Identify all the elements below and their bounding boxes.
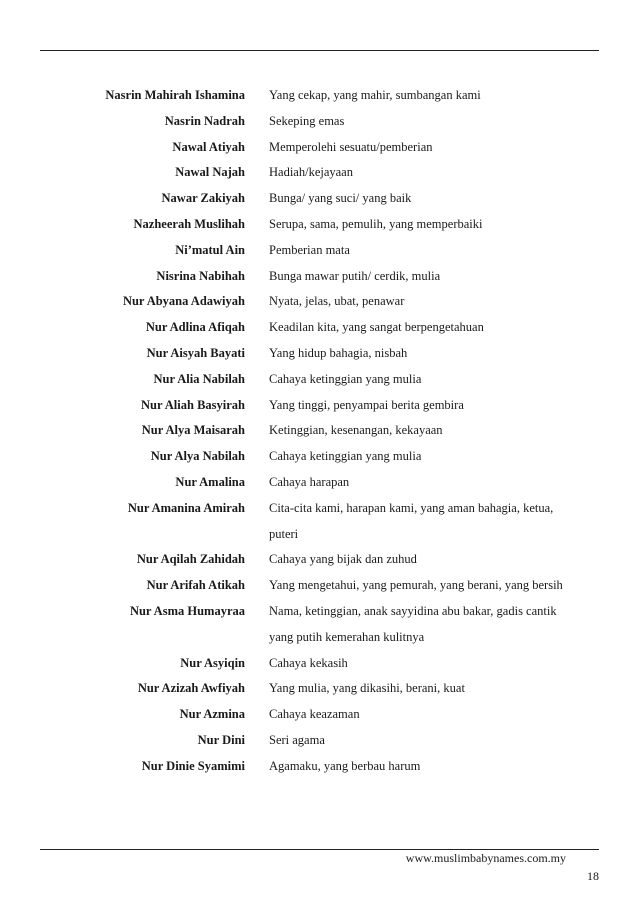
entry-name: Nawar Zakiyah [161, 191, 245, 206]
name-entry-row [0, 186, 638, 212]
entry-meaning: Ketinggian, kesenangan, kekayaan [269, 423, 443, 438]
name-meaning-list [0, 83, 638, 780]
entry-name: Nur Aqilah Zahidah [136, 552, 245, 567]
entry-meaning: Pemberian mata [269, 242, 350, 257]
name-entry-row [0, 676, 638, 702]
entry-name: Nur Azizah Awfiyah [137, 681, 245, 696]
entry-name: Nur Abyana Adawiyah [122, 294, 245, 309]
name-entry-row [0, 547, 638, 573]
name-entry-row [0, 367, 638, 393]
entry-meaning: Yang hidup bahagia, nisbah [269, 345, 408, 360]
entry-meaning: Hadiah/kejayaan [269, 165, 353, 180]
entry-meaning: Nyata, jelas, ubat, penawar [269, 294, 405, 309]
bottom-rule [40, 849, 599, 850]
entry-meaning: Bunga mawar putih/ cerdik, mulia [269, 268, 441, 283]
entry-meaning: Yang mulia, yang dikasihi, berani, kuat [269, 681, 465, 696]
entry-name: Nur Adlina Afiqah [145, 320, 245, 335]
entry-name: Nasrin Nadrah [164, 113, 245, 128]
entry-name: Ni’matul Ain [175, 242, 245, 257]
entry-meaning: Serupa, sama, pemulih, yang memperbaiki [269, 216, 483, 231]
entry-meaning: Nama, ketinggian, anak sayyidina abu bakar, gadis cantik yang putih kemerahan kulitnya [269, 603, 557, 644]
entry-meaning: Bunga/ yang suci/ yang baik [269, 191, 412, 206]
entry-meaning: Cita-cita kami, harapan kami, yang aman bahagia, ketua, puteri [269, 500, 554, 541]
top-rule [40, 50, 599, 51]
entry-name: Nawal Najah [175, 165, 245, 180]
entry-name: Nisrina Nabihah [156, 268, 245, 283]
name-entry-row [0, 444, 638, 470]
entry-meaning: Cahaya harapan [269, 474, 350, 489]
entry-name: Nazheerah Muslihah [133, 216, 245, 231]
entry-meaning: Sekeping emas [269, 113, 345, 128]
name-entry-row [0, 754, 638, 780]
name-entry-row [0, 264, 638, 290]
entry-meaning: Yang mengetahui, yang pemurah, yang berani, yang bersih [269, 578, 563, 593]
name-entry-row [0, 289, 638, 315]
entry-meaning: Seri agama [269, 732, 325, 747]
name-entry-row [0, 109, 638, 135]
entry-meaning: Yang cekap, yang mahir, sumbangan kami [269, 88, 481, 102]
name-entry-row [0, 83, 638, 109]
entry-name: Nur Arifah Atikah [146, 578, 245, 593]
entry-name: Nur Asma Humayraa [129, 603, 245, 618]
name-entry-row [0, 160, 638, 186]
entry-meaning: Cahaya keazaman [269, 707, 360, 722]
name-entry-row [0, 702, 638, 728]
entry-name: Nur Alya Nabilah [150, 449, 245, 464]
name-entry-row [0, 418, 638, 444]
name-entry-row [0, 212, 638, 238]
entry-name: Nur Aisyah Bayati [146, 345, 245, 360]
entry-name: Nur Alia Nabilah [153, 371, 245, 386]
entry-meaning: Cahaya kekasih [269, 655, 348, 670]
entry-meaning: Cahaya ketinggian yang mulia [269, 449, 422, 464]
entry-meaning: Cahaya ketinggian yang mulia [269, 371, 422, 386]
name-entry-row [0, 728, 638, 754]
entry-name: Nawal Atiyah [172, 139, 245, 154]
entry-name: Nur Dini [197, 732, 245, 747]
name-entry-row [0, 135, 638, 161]
name-entry-row [0, 573, 638, 599]
name-entry-row [0, 238, 638, 264]
entry-name: Nur Amanina Amirah [127, 500, 245, 515]
name-entry-row [0, 496, 638, 548]
entry-meaning: Memperolehi sesuatu/pemberian [269, 139, 433, 154]
entry-name: Nur Azmina [179, 707, 245, 722]
name-entry-row [0, 599, 638, 651]
entry-meaning: Yang tinggi, penyampai berita gembira [269, 397, 464, 412]
entry-name: Nur Dinie Syamimi [141, 758, 245, 773]
page-number: 18 [587, 869, 599, 883]
entry-meaning: Keadilan kita, yang sangat berpengetahuan [269, 320, 484, 335]
name-entry-row [0, 315, 638, 341]
name-entry-row [0, 651, 638, 677]
name-entry-row [0, 341, 638, 367]
entry-name: Nur Asyiqin [180, 655, 245, 670]
entry-name: Nasrin Mahirah Ishamina [105, 88, 245, 102]
entry-meaning: Cahaya yang bijak dan zuhud [269, 552, 417, 567]
entry-meaning: Agamaku, yang berbau harum [269, 758, 421, 773]
name-entry-row [0, 470, 638, 496]
entry-name: Nur Amalina [175, 474, 245, 489]
entry-name: Nur Aliah Basyirah [141, 397, 245, 412]
entry-name: Nur Alya Maisarah [141, 423, 245, 438]
name-entry-row [0, 393, 638, 419]
footer-website: www.muslimbabynames.com.my [405, 851, 566, 865]
